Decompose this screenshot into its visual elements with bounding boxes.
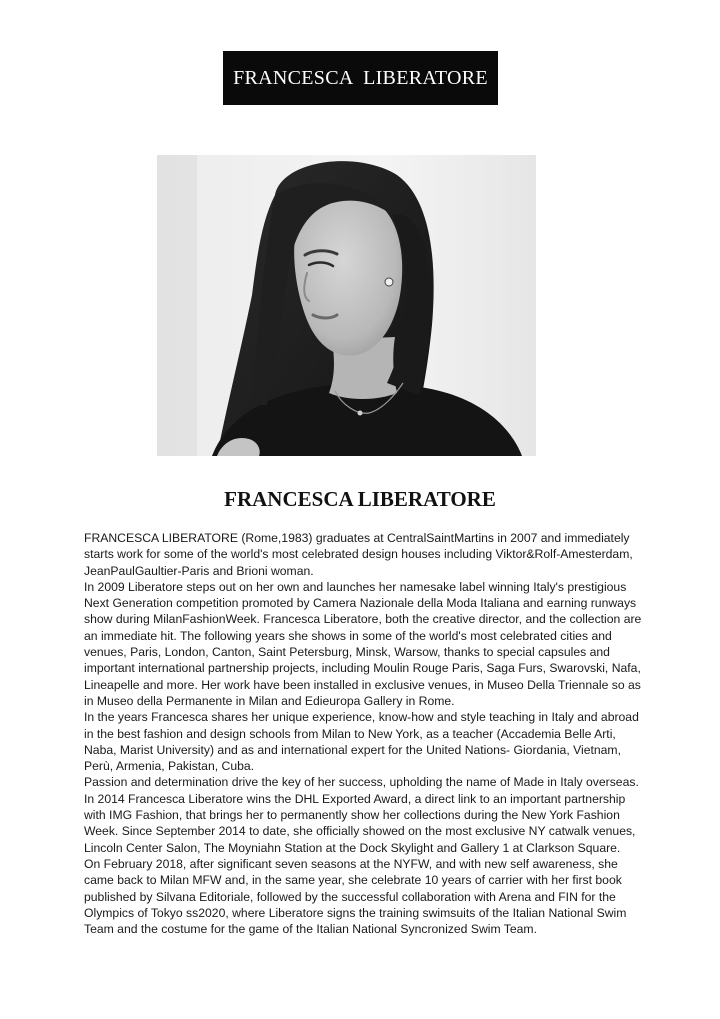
portrait-necklace-pendant bbox=[358, 411, 363, 416]
bio-paragraph: Passion and determination drive the key of her success, upholding the name of Made in Italy overseas. bbox=[84, 775, 639, 790]
portrait-earring bbox=[385, 278, 393, 286]
bio-paragraph: FRANCESCA LIBERATORE (Rome,1983) graduates at CentralSaintMartins in 2007 and immediately starts work for some of the world's most celebrated design houses including Viktor&Rolf-Amesterdam, JeanPaulGaultier-Paris and Brioni woman. bbox=[84, 531, 633, 578]
portrait-wall-edge bbox=[157, 155, 197, 456]
page-title: FRANCESCA LIBERATORE bbox=[224, 487, 496, 511]
bio-paragraph: On February 2018, after significant seven seasons at the NYFW, and with new self awareness, she came back to Milan MFW and, in the same year, she celebrate 10 years of carrier with her first book published by Silvana Editoriale, followed by the successful collaboration with Arena and FIN for the Olympics of Tokyo ss2020, where Liberatore signs the training swimsuits of the Italian National Swim Team and the costume for the game of the Italian National Syncronized Swim Team. bbox=[84, 856, 627, 937]
bio-paragraph: In 2014 Francesca Liberatore wins the DHL Exported Award, a direct link to an important partnership with IMG Fashion, that brings her to permanently show her collections during the New York Fashion Week. Since September 2014 to date, she officially showed on the most exclusive NY catwalk venues, Lincoln Center Salon, The Moyniahn Station at the Dock Skylight and Gallery 1 at Clarkson Square. bbox=[84, 791, 636, 855]
biography-text bbox=[84, 530, 644, 937]
portrait-photo bbox=[157, 155, 536, 456]
bio-paragraph: In the years Francesca shares her unique experience, know-how and style teaching in Italy and abroad in the best fashion and design schools from Milan to New York, as a teacher (Accademia Belle Arti, Naba, Marist University) and as and international expert for the United Nations- Giordania, Vietnam, Perù, Armenia, Pakistan, Cuba. bbox=[84, 710, 639, 774]
brand-logo bbox=[223, 51, 498, 105]
brand-logo-text: FRANCESCA LIBERATORE bbox=[233, 66, 488, 89]
bio-paragraph: In 2009 Liberatore steps out on her own and launches her namesake label winning Italy's prestigious Next Generation competition promoted by Camera Nazionale della Moda Italiana and earning runways show during MilanFashionWeek. Francesca Liberatore, both the creative director, and the collection are an immediate hit. The following years she shows in some of the world's most celebrated cities and venues, Paris, London, Canton, Saint Petersburg, Minsk, Warsow, thanks to special capsules and important international partnership projects, including Moulin Rouge Paris, Saga Furs, Swarovski, Nafa, Lineapelle and more. Her work have been installed in exclusive venues, in Museo Della Triennale so as in Museo della Permanente in Milan and Edieuropa Gallery in Rome. bbox=[84, 579, 642, 708]
